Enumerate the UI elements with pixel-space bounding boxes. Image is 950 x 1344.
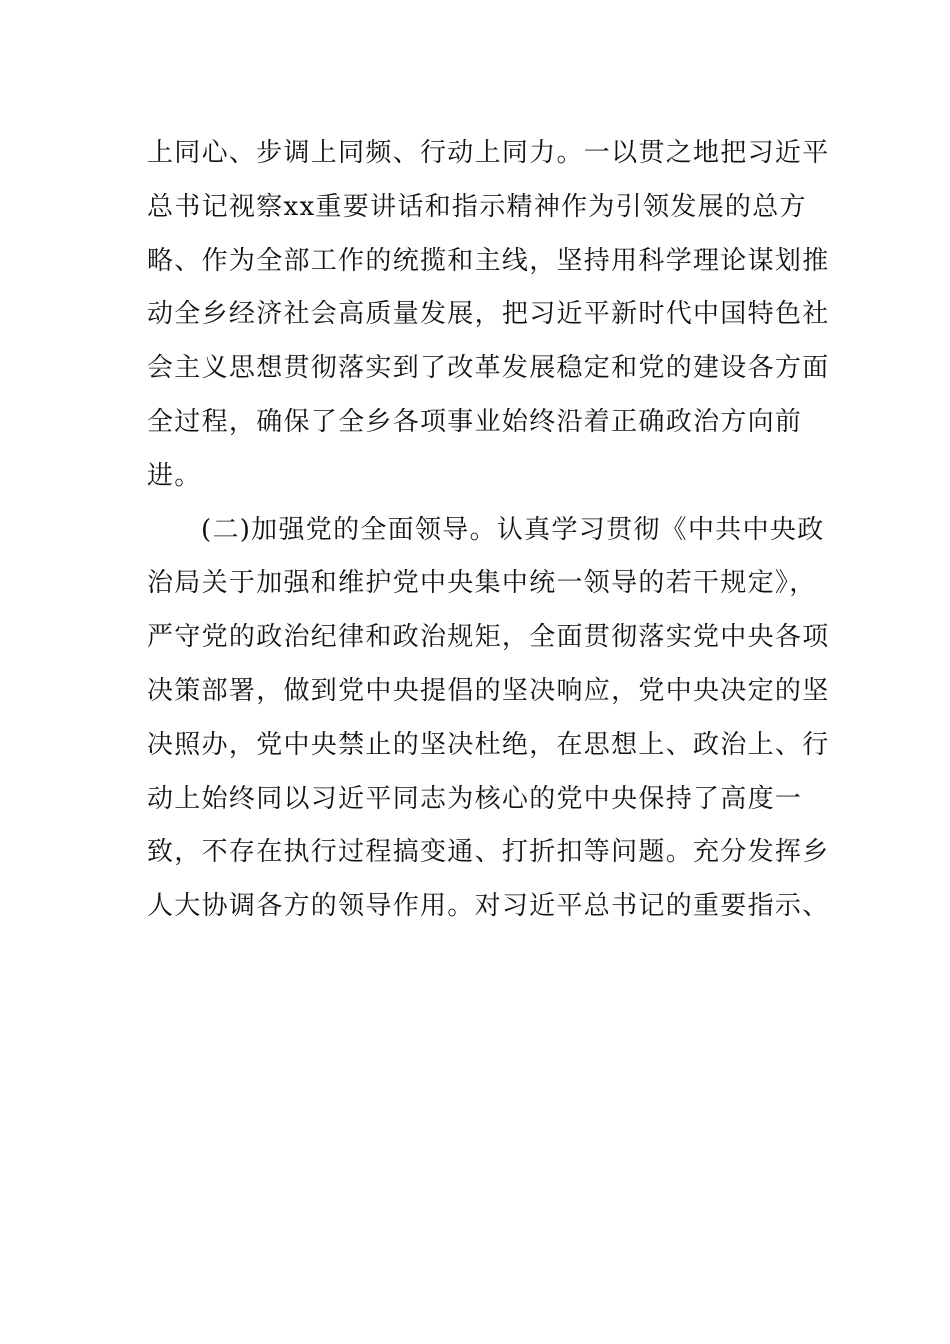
- text-line: 决照办，党中央禁止的坚决杜绝，在思想上、政治上、行: [147, 729, 830, 760]
- paragraph-2: [147, 504, 830, 934]
- text-line: 动全乡经济社会高质量发展，把习近平新时代中国特色社: [147, 299, 830, 330]
- text-line: 全过程，确保了全乡各项事业始终沿着正确政治方向前: [147, 406, 803, 437]
- text-line: 决策部署，做到党中央提倡的坚决响应，党中央决定的坚: [147, 675, 830, 706]
- document-body: [147, 127, 830, 934]
- text-line: 总书记视察xx重要讲话和指示精神作为引领发展的总方: [147, 191, 807, 222]
- text-line: 上同心、步调上同频、行动上同力。一以贯之地把习近平: [147, 138, 830, 168]
- text-line: 动上始终同以习近平同志为核心的党中央保持了高度一: [147, 783, 803, 814]
- text-line: 严守党的政治纪律和政治规矩，全面贯彻落实党中央各项: [147, 622, 830, 653]
- text-line: 会主义思想贯彻落实到了改革发展稳定和党的建设各方面: [147, 353, 830, 384]
- text-line: 略、作为全部工作的统揽和主线，坚持用科学理论谋划推: [147, 245, 830, 276]
- text-line: 人大协调各方的领导作用。对习近平总书记的重要指示、: [147, 891, 830, 922]
- text-line: 致，不存在执行过程搞变通、打折扣等问题。充分发挥乡: [147, 837, 830, 868]
- text-line: 进。: [147, 460, 202, 491]
- text-line: 治局关于加强和维护党中央集中统一领导的若干规定》，: [147, 568, 817, 599]
- text-line-first: (二)加强党的全面领导。认真学习贯彻《中共中央政: [201, 514, 825, 545]
- paragraph-1: [147, 127, 830, 504]
